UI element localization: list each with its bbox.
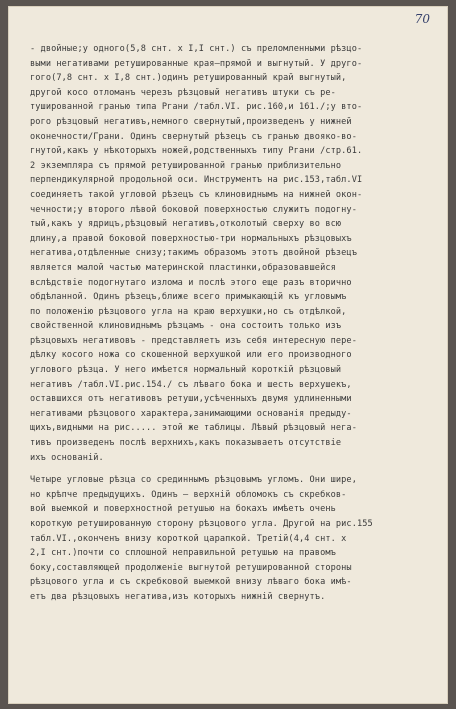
text-block — [30, 42, 434, 605]
text-line: короткую ретушированную сторону рѣзцового угла. Другой на рис.155 — [30, 519, 373, 529]
text-line: тый,какъ у ядрицъ,рѣзцовый негативъ,отколотый сверху во всю — [30, 219, 342, 230]
text-line: обдѣланной. Одинъ рѣзецъ,ближе всего примыкающій къ угловымъ — [30, 292, 347, 303]
text-line: вслѣдствіе подогнутаго излома и послѣ этого еще разъ вторично — [30, 277, 352, 288]
text-line: щихъ,видными на рис..... этой же таблицы. Лѣвый рѣзцовый нега- — [30, 423, 357, 434]
text-line: рѣзцовыхъ негативовъ - представляетъ изъ себя интересную пере- — [30, 335, 357, 346]
text-line: 2,I снт.)почти со сплошной неправильной ретушью на правомъ — [30, 548, 336, 559]
text-line: - двойные;у одного(5,8 снт. х I,I снт.) съ преломленными рѣзцо- — [30, 44, 363, 54]
text-line: Четыре угловые рѣзца со срединнымъ рѣзцовымъ угломъ. Они шире, — [30, 475, 357, 486]
text-line: табл.VI.,оконченъ внизу короткой царапкой. Третій(4,4 снт. х — [30, 533, 347, 544]
text-line: оставшихся отъ негативовъ ретуши,усѣченныхъ двумя удлиненными — [30, 394, 352, 405]
text-line: соединяетъ такой угловой рѣзецъ съ клиновиднымъ на нижней окон- — [30, 189, 363, 200]
text-line: свойственной клиновиднымъ рѣзцамъ - она состоитъ только изъ — [30, 321, 342, 332]
text-line: гнутой,какъ у нѣкоторыхъ ножей,родственныхъ типу Ргани /стр.61. — [30, 146, 363, 157]
text-line: негатива,отдѣленные снизу;такимъ образомъ этотъ двойной рѣзецъ — [30, 248, 357, 259]
text-line: чечности;у второго лѣвой боковой поверхностью служитъ подогну- — [30, 204, 357, 215]
paragraph-gap — [30, 465, 434, 473]
text-line: гого(7,8 снт. х I,8 снт.)одинъ ретушированный край выгнутый, — [30, 73, 347, 84]
text-line: выми негативами ретушированные края—прямой и выгнутый. У друго- — [30, 58, 363, 69]
page-number: 70 — [414, 12, 430, 26]
text-line: 2 экземпляра съ прямой ретушированной гранью приблизительно — [30, 160, 342, 171]
text-line: тушированной гранью типа Ргани /табл.VI. рис.160,и 161./;у вто- — [30, 102, 363, 113]
text-line: етъ два рѣзцовыхъ негатива,изъ которыхъ нижній свернутъ. — [30, 591, 326, 602]
text-line: ихъ основаній. — [30, 452, 104, 463]
text-line: негативами рѣзцового характера,занимающими основанія предыду- — [30, 408, 352, 419]
typed-page — [8, 6, 448, 704]
text-line: но крѣпче предыдущихъ. Одинъ — верхній обломокъ съ скребков- — [30, 489, 347, 500]
text-line: углового рѣзца. У него имѣется нормальный короткій рѣзцовый — [30, 365, 342, 376]
text-line: оконечности/Грани. Одинъ свернутый рѣзецъ съ гранью двояко-во- — [30, 131, 357, 142]
text-line: негативъ /табл.VI.рис.154./ съ лѣваго бока и шесть верхушекъ, — [30, 379, 352, 390]
text-line: рѣзцового угла и съ скребковой выемкой внизу лѣваго бока имѣ- — [30, 577, 352, 588]
text-line: другой косо отломанъ черезъ рѣзцовый негативъ штуки съ ре- — [30, 87, 336, 98]
text-line: тивъ произведенъ послѣ верхнихъ,какъ показываетъ отсутствіе — [30, 438, 342, 449]
text-line: перпендикулярной продольной оси. Инструментъ на рис.153,табл.VI — [30, 175, 363, 186]
text-line: вой выемкой и поверхностной ретушью на бокахъ имѣетъ очень — [30, 504, 336, 515]
text-line: длину,а правой боковой поверхностью-три нормальныхъ рѣзцовыхъ — [30, 233, 352, 244]
text-line: боку,составляющей продолженіе выгнутой ретушированной стороны — [30, 562, 352, 573]
text-line: дѣлку косого ножа со скошенной верхушкой или его производного — [30, 350, 352, 361]
text-line: является малой частью материнской пластинки,образовавшейся — [30, 262, 336, 273]
text-line: по положенію рѣзцового угла на краю верхушки,но съ отдѣлкой, — [30, 306, 347, 317]
text-line: рого рѣзцовый негативъ,немного свернутый,произведенъ у нижней — [30, 116, 352, 127]
